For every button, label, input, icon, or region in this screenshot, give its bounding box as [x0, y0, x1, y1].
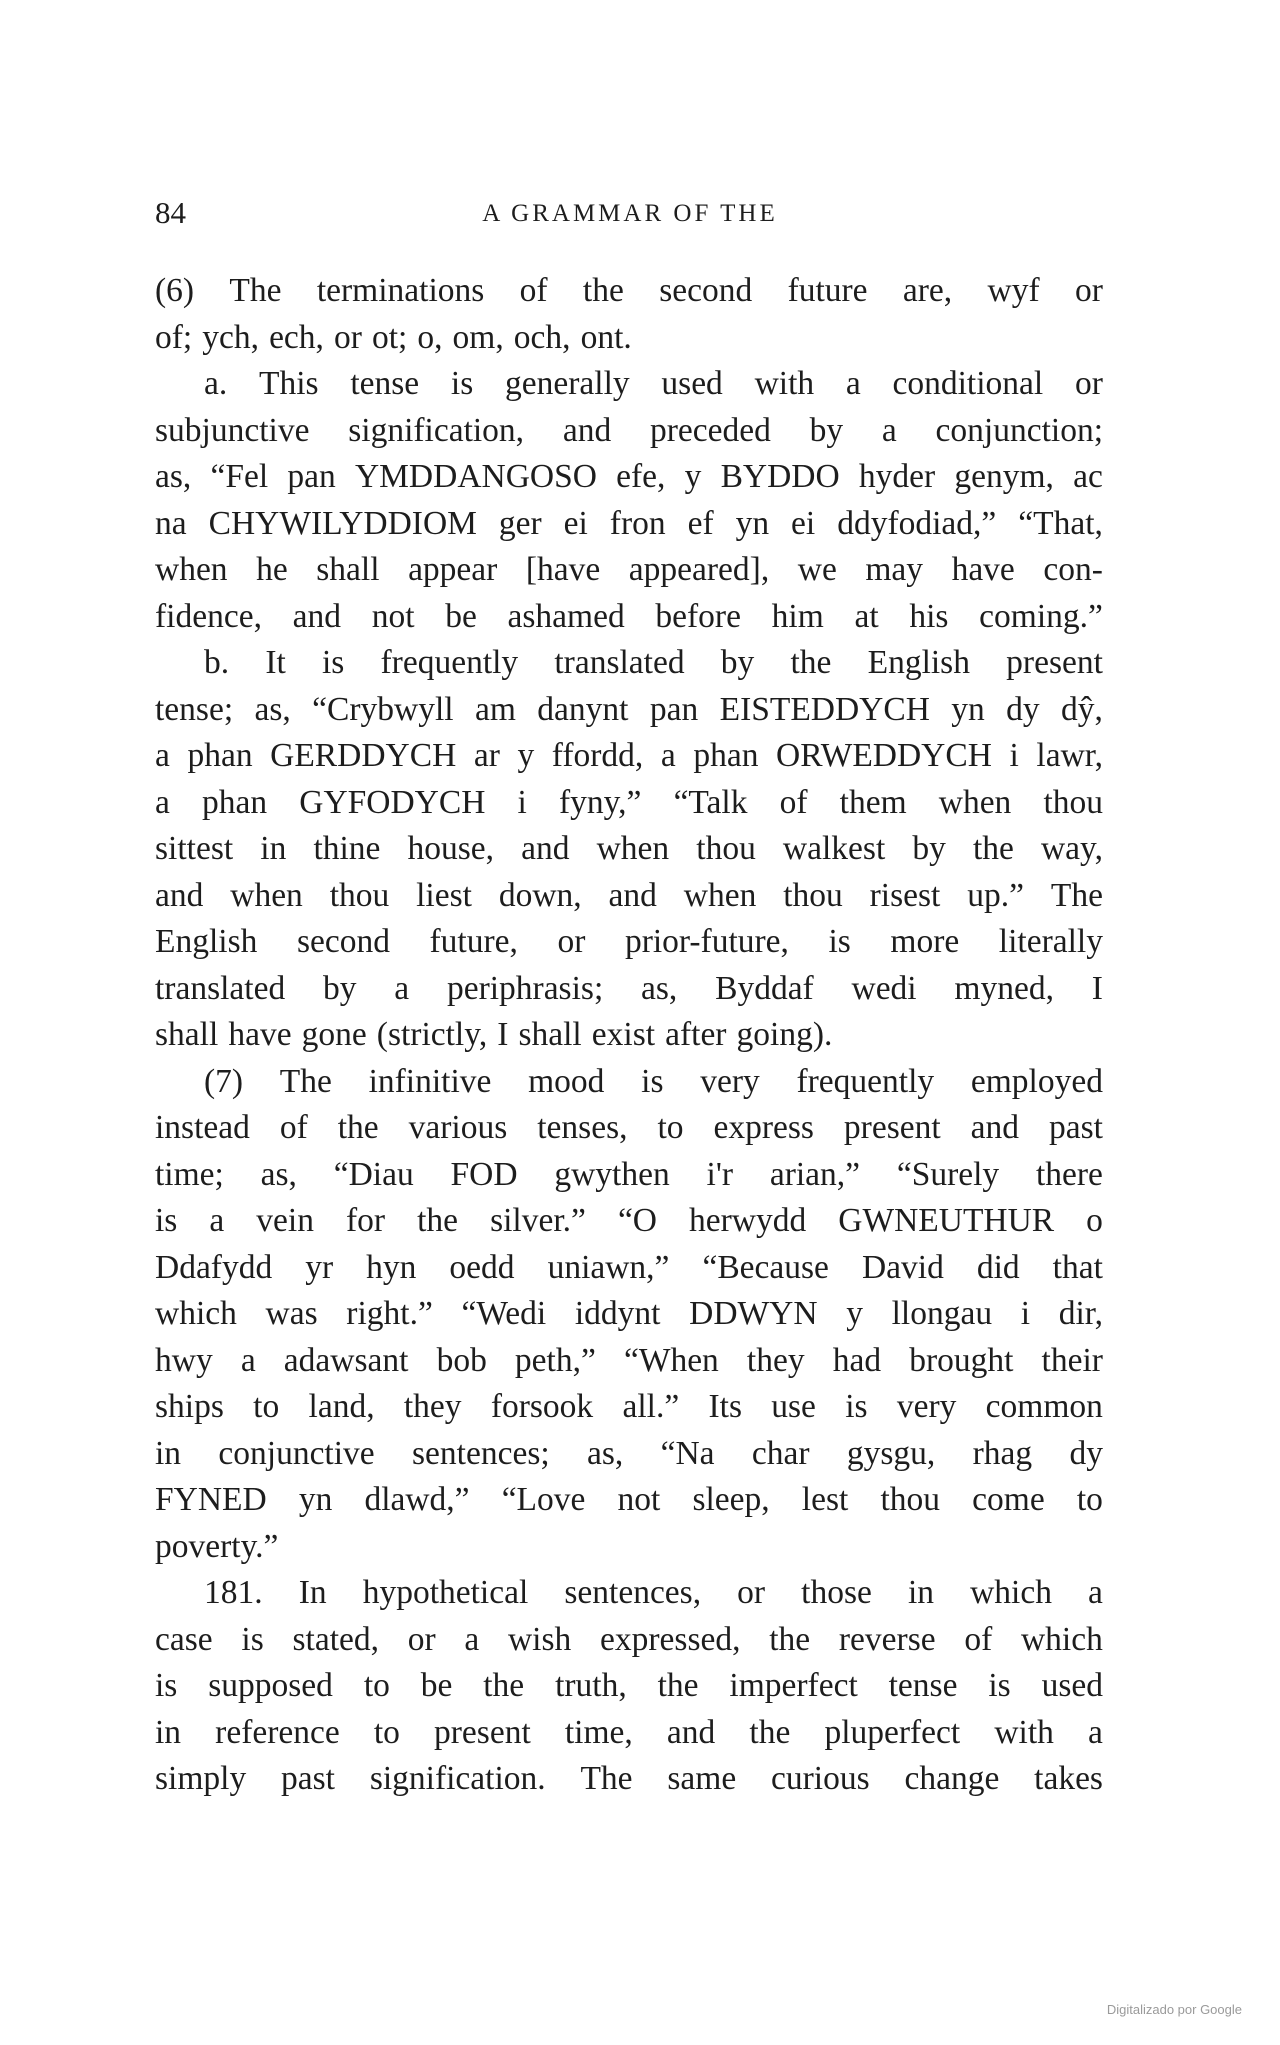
text-line: and when thou liest down, and when thou risest up.” The [155, 876, 1103, 914]
text-line: in conjunctive sentences; as, “Na char gysgu, rhag dy [155, 1434, 1103, 1472]
text-line: (7) The infinitive mood is very frequently employed [204, 1062, 1103, 1100]
text-line: when he shall appear [have appeared], we may have con- [155, 551, 1103, 588]
text-line: Ddafydd yr hyn oedd uniawn,” “Because David did that [155, 1248, 1103, 1286]
text-line: English second future, or prior-future, is more literally [155, 923, 1103, 960]
text-line: of; ych, ech, or ot; o, om, och, ont. [155, 318, 632, 356]
text-line: b. It is frequently translated by the English present [204, 644, 1103, 681]
text-line: fidence, and not be ashamed before him at his coming.” [155, 597, 1103, 635]
text-line: subjunctive signification, and preceded by a conjunction; [155, 411, 1103, 449]
text-line: instead of the various tenses, to express present and past [155, 1109, 1103, 1146]
text-line: ships to land, they forsook all.” Its use is very common [155, 1388, 1103, 1425]
text-line: na CHYWILYDDIOM ger ei fron ef yn ei ddyfodiad,” “That, [155, 504, 1103, 542]
text-line: poverty.” [155, 1527, 279, 1565]
text-line: (6) The terminations of the second future are, wyf or [155, 272, 1103, 309]
text-line: translated by a periphrasis; as, Byddaf wedi myned, I [155, 969, 1103, 1007]
text-line: as, “Fel pan YMDDANGOSO efe, y BYDDO hyder genym, ac [155, 458, 1103, 495]
text-line: tense; as, “Crybwyll am danynt pan EISTEDDYCH yn dy dŷ, [155, 690, 1103, 728]
text-line: case is stated, or a wish expressed, the reverse of which [155, 1620, 1103, 1658]
text-line: FYNED yn dlawd,” “Love not sleep, lest thou come to [155, 1481, 1103, 1518]
text-line: in reference to present time, and the pluperfect with a [155, 1713, 1103, 1751]
text-line: shall have gone (strictly, I shall exist after going). [155, 1016, 833, 1053]
text-line: which was right.” “Wedi iddynt DDWYN y llongau i dir, [155, 1295, 1103, 1332]
page-number: 84 [155, 195, 186, 230]
text-line: time; as, “Diau FOD gwythen i'r arian,” “Surely there [155, 1155, 1103, 1193]
running-head: A GRAMMAR OF THE [482, 200, 778, 227]
text-line: hwy a adawsant bob peth,” “When they had brought their [155, 1341, 1103, 1379]
text-line: a phan GYFODYCH i fyny,” “Talk of them when thou [155, 783, 1103, 821]
text-line: is a vein for the silver.” “O herwydd GWNEUTHUR o [155, 1202, 1103, 1239]
text-line: 181. In hypothetical sentences, or those in which a [204, 1574, 1103, 1611]
text-line: simply past signification. The same curious change takes [155, 1760, 1103, 1797]
body-text [155, 268, 1103, 1803]
text-line: a phan GERDDYCH ar y ffordd, a phan ORWEDDYCH i lawr, [155, 737, 1103, 774]
page-header [155, 195, 1105, 245]
text-line: a. This tense is generally used with a conditional or [204, 365, 1103, 402]
text-line: is supposed to be the truth, the imperfect tense is used [155, 1667, 1103, 1704]
text-line: sittest in thine house, and when thou walkest by the way, [155, 830, 1103, 867]
digitization-credit: Digitalizado por Google [1106, 2002, 1242, 2017]
